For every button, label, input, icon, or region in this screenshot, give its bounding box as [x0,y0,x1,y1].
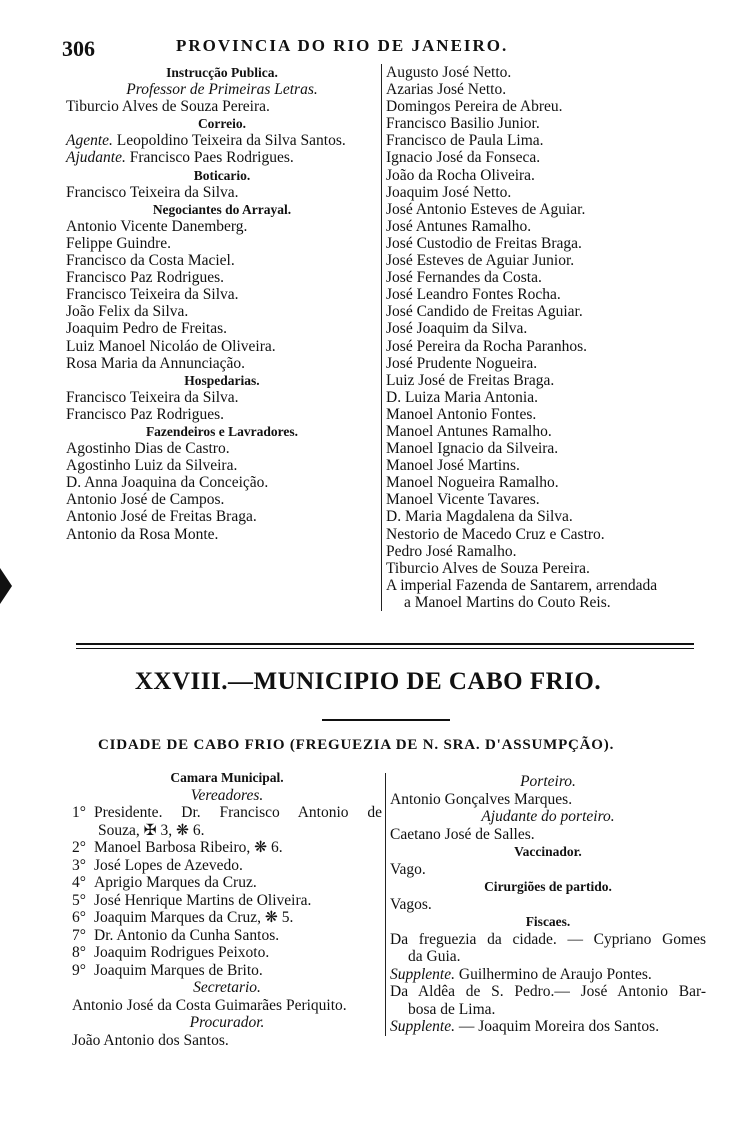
list-item [72,892,382,910]
list-item: Francisco da Costa Maciel. [66,252,235,270]
list-item: João Felix da Silva. [66,303,189,321]
list-item: José Esteves de Aguiar Junior. [386,252,575,270]
item-number: 3° [72,856,86,874]
list-item: José Pereira da Rocha Paranhos. [386,337,588,355]
list-item: D. Maria Magdalena da Silva. [386,508,573,526]
list-item: Pedro José Ramalho. [386,542,517,560]
entry: Tiburcio Alves de Souza Pereira. [66,98,270,116]
list-item: Antonio da Rosa Monte. [66,525,219,543]
item-number: 4° [72,874,86,891]
list-item: Manoel Ignacio da Silveira. [386,440,559,458]
entry-label: Supplente. [390,1018,455,1035]
list-item: Domingos Pereira de Abreu. [386,98,563,116]
list-item: Manoel Antunes Ramalho. [386,422,552,440]
section-heading: Fiscaes. [525,914,571,929]
entry-name: Francisco Paes Rodrigues. [125,149,294,167]
list-item [72,857,382,875]
list-item: D. Anna Joaquina da Conceição. [66,474,269,492]
list-item: Nestorio de Macedo Cruz e Castro. [386,525,605,543]
section-heading: Camara Municipal. [170,770,284,785]
section-heading: Negociantes do Arrayal. [152,201,292,217]
entry-name: Leopoldino Teixeira da Silva Santos. [112,132,346,150]
list-item: Tiburcio Alves de Souza Pereira. [386,559,590,577]
subheading: Procurador. [189,1014,265,1031]
list-item: Augusto José Netto. [386,64,512,81]
top-right-column [381,64,702,611]
item-text: Aprigio Marques da Cruz. [94,874,257,891]
section-heading: Vaccinador. [514,844,582,859]
section-subtitle: CIDADE DE CABO FRIO (FREGUEZIA DE N. SRA. D'ASSUMPÇÃO). [98,737,615,753]
item-number: 8° [72,944,86,961]
entry: Da freguezia da cidade. — Cypriano Gomes [390,930,706,948]
item-text: Dr. Antonio da Cunha Santos. [94,926,280,944]
list-item: Francisco Teixeira da Silva. [66,388,239,406]
list-item: José Antunes Ramalho. [386,217,532,235]
entry-name: Guilhermino de Araujo Pontes. [455,965,652,983]
item-number: 2° [72,839,86,856]
list-item-continuation: Souza, ✠ 3, ❋ 6. [98,821,205,839]
list-item: Francisco Paz Rodrigues. [66,405,224,423]
list-item [72,839,382,857]
subheading: Secretario. [193,979,261,996]
list-item [72,804,382,822]
item-text: José Lopes de Azevedo. [94,856,243,874]
entry: João Antonio dos Santos. [72,1031,229,1049]
item-text: Joaquim Rodrigues Peixoto. [94,944,270,961]
section-title: XXVIII.—MUNICIPIO DE CABO FRIO. [134,668,602,695]
entry-continuation: da Guia. [408,948,461,965]
section-heading: Cirurgiões de partido. [484,879,612,894]
list-item: José Fernandes da Costa. [386,269,542,287]
entry-label: Agente. [66,132,113,150]
divider-rule [76,643,694,645]
list-item: Manoel Vicente Tavares. [386,491,540,509]
footnote: A imperial Fazenda de Santarem, arrendada [386,576,658,594]
subheading: Ajudante do porteiro. [481,808,615,825]
list-item: José Candido de Freitas Aguiar. [386,303,583,321]
item-number: 7° [72,926,86,944]
entry: Antonio Gonçalves Marques. [390,790,573,808]
list-item: Agostinho Dias de Castro. [66,440,230,458]
divider-rule [322,719,450,721]
list-item: Francisco Paz Rodrigues. [66,269,224,287]
list-item: Rosa Maria da Annunciação. [66,354,246,372]
subheading: Professor de Primeiras Letras. [126,81,318,99]
list-item: Antonio José de Freitas Braga. [66,508,257,526]
entry: Vago. [390,860,426,878]
top-left-column [66,64,378,543]
footnote: a Manoel Martins do Couto Reis. [404,593,611,611]
list-item [72,874,382,892]
divider-rule [76,648,694,649]
item-text: Joaquim Marques de Brito. [94,961,263,979]
list-item: Antonio Vicente Danemberg. [66,217,248,235]
bottom-right-column [385,773,706,1036]
entry: Caetano José de Salles. [390,825,535,843]
entry-name: — Joaquim Moreira dos Santos. [455,1018,660,1035]
item-text: Manoel Barbosa Ribeiro, ❋ 6. [94,839,283,856]
entry-label: Ajudante. [66,149,126,167]
list-item [72,962,382,980]
running-head: PROVINCIA DO RIO DE JANEIRO. [176,36,509,55]
entry [390,1018,706,1036]
section-heading: Hospedarias. [184,372,260,388]
list-item: Francisco Basilio Junior. [386,115,540,133]
entry: Antonio José da Costa Guimarães Periquito. [72,996,347,1014]
list-item: José Custodio de Freitas Braga. [386,234,582,252]
list-item: Azarias José Netto. [386,81,507,99]
list-item: José Prudente Nogueira. [386,354,538,372]
entry: Vagos. [390,895,432,913]
list-item: Antonio José de Campos. [66,491,225,509]
list-item: Manoel José Martins. [386,457,520,475]
list-item: José Joaquim da Silva. [386,320,528,338]
list-item: Joaquim José Netto. [386,183,512,201]
list-item: Francisco de Paula Lima. [386,132,544,150]
list-item: João da Rocha Oliveira. [386,166,535,184]
list-item: Joaquim Pedro de Freitas. [66,320,228,338]
list-item: Agostinho Luiz da Silveira. [66,457,238,475]
list-item [72,944,382,962]
item-number: 6° [72,909,86,926]
item-number: 9° [72,961,86,979]
list-item: Felippe Guindre. [66,234,172,252]
item-number: 1° [72,804,86,821]
item-text: Presidente. Dr. Francisco Antonio de [94,804,382,821]
item-number: 5° [72,891,86,909]
list-item: Luiz José de Freitas Braga. [386,371,555,389]
list-item: Manoel Antonio Fontes. [386,405,537,423]
entry-continuation: bosa de Lima. [408,1000,496,1018]
page-number: 306 [62,36,95,61]
item-text: Joaquim Marques da Cruz, ❋ 5. [94,909,294,926]
section-heading: Fazendeiros e Lavradores. [145,423,299,439]
entry [66,149,378,166]
binding-mark-icon [0,568,12,604]
list-item [72,927,382,945]
list-item: Francisco Teixeira da Silva. [66,286,239,304]
bottom-left-column [72,769,382,1049]
list-item: José Antonio Esteves de Aguiar. [386,200,586,218]
entry [390,966,706,984]
list-item: Ignacio José da Fonseca. [386,149,541,167]
section-heading: Instrucção Publica. [166,65,278,80]
list-item: José Leandro Fontes Rocha. [386,286,561,304]
list-item: D. Luiza Maria Antonia. [386,388,538,406]
list-item: Luiz Manoel Nicoláo de Oliveira. [66,337,276,355]
list-item: Manoel Nogueira Ramalho. [386,474,559,492]
subheading: Porteiro. [520,773,576,790]
entry: Francisco Teixeira da Silva. [66,183,239,201]
section-heading: Correio. [197,116,247,132]
entry [66,132,378,149]
item-text: José Henrique Martins de Oliveira. [94,891,312,909]
entry: Da Aldêa de S. Pedro.— José Antonio Bar- [390,983,706,1000]
section-heading: Boticario. [193,167,251,183]
subheading: Vereadores. [190,786,264,804]
list-item [72,909,382,927]
entry-label: Supplente. [390,965,455,983]
